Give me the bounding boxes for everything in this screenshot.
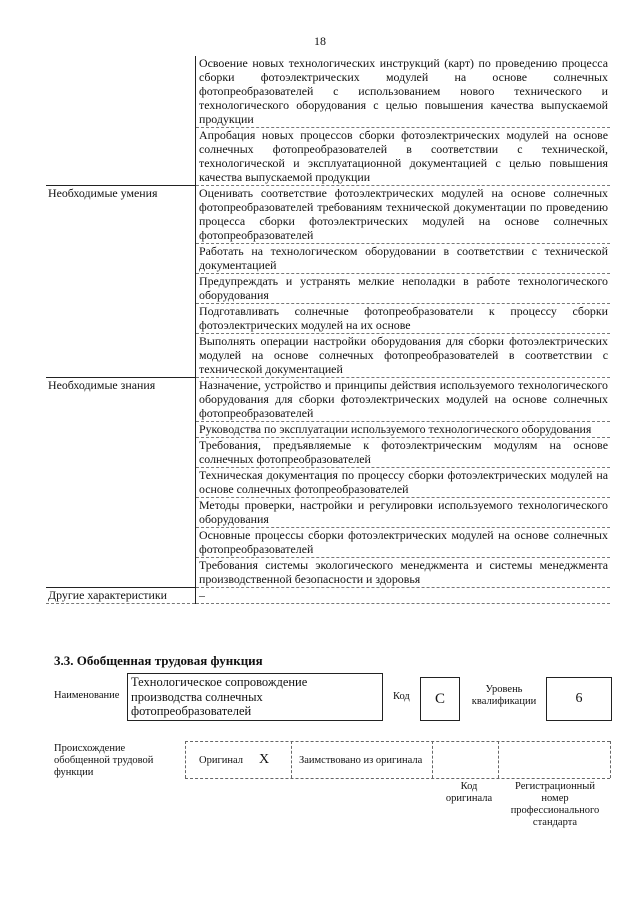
row-label	[46, 438, 196, 468]
table-row	[46, 186, 610, 244]
row-label	[46, 498, 196, 528]
table-row	[46, 378, 610, 422]
row-text: Апробация новых процессов сборки фотоэлектрических модулей на основе солнечных фотопреобразователей в соответствии с технической, технологической и эксплуатационной документацией с целью повышения качества выпускаемой продукции	[196, 128, 611, 186]
row-text: Назначение, устройство и принципы действия используемого технологического оборудования для сборки фотоэлектрических модулей на основе солнечных фотопреобразователей	[196, 378, 611, 422]
code-original-label: Код оригинала	[445, 781, 493, 804]
table-row	[46, 274, 610, 304]
row-label: Необходимые знания	[46, 378, 196, 422]
row-text: Выполнять операции настройки оборудования для сборки фотоэлектрических модулей на основе солнечных фотопреобразователей в соответствии с технической документацией	[196, 334, 611, 378]
origin-label: Происхождение обобщенной трудовой функции	[54, 743, 154, 778]
row-label	[46, 468, 196, 498]
table-row	[46, 558, 610, 588]
code-value: С	[420, 677, 460, 721]
row-text: Методы проверки, настройки и регулировки используемого технологического оборудования	[196, 498, 611, 528]
row-text: Требования системы экологического менеджмента и системы менеджмента производственной безопасности и здоровья	[196, 558, 611, 588]
row-text: Подготавливать солнечные фотопреобразователи к процессу сборки фотоэлектрических модулей на их основе	[196, 304, 611, 334]
row-label: Необходимые умения	[46, 186, 196, 244]
reg-number-label: Регистрационный номер профессионального стандарта	[510, 781, 600, 828]
row-text: Работать на технологическом оборудовании в соответствии с технической документацией	[196, 244, 611, 274]
table-row	[46, 498, 610, 528]
row-text: Оценивать соответствие фотоэлектрических модулей на основе солнечных фотопреобразователей требованиям технической документации по проведению процесса сборки фотоэлектрических модулей на основе солнечных фотопреобразователей	[196, 186, 611, 244]
row-text: Освоение новых технологических инструкций (карт) по проведению процесса сборки фотоэлектрических модулей на основе солнечных фотопреобразователей с использованием нового технического и технологического оборудования с целью повышения качества выпускаемой продукции	[199, 56, 608, 126]
table-row	[46, 304, 610, 334]
row-label	[46, 128, 196, 186]
row-label	[46, 334, 196, 378]
table-row	[46, 334, 610, 378]
table-row	[46, 56, 610, 128]
name-value: Технологическое сопровождение производства солнечных фотопреобразователей	[131, 675, 308, 718]
table-row	[46, 588, 610, 604]
row-label	[46, 558, 196, 588]
row-text: Основные процессы сборки фотоэлектрических модулей на основе солнечных фотопреобразователей	[196, 528, 611, 558]
row-text: Требования, предъявляемые к фотоэлектрическим модулям на основе солнечных фотопреобразователей	[196, 438, 611, 468]
row-label: Другие характеристики	[46, 588, 196, 604]
requirements-table	[46, 56, 610, 604]
row-text: –	[196, 588, 611, 604]
original-mark: Х	[259, 752, 270, 767]
row-label	[46, 56, 196, 128]
page-number: 18	[314, 34, 326, 48]
row-label	[46, 244, 196, 274]
table-row	[46, 468, 610, 498]
row-text: Техническая документация по процессу сборки фотоэлектрических модулей на основе солнечных фотопреобразователей	[196, 468, 611, 498]
table-row	[46, 128, 610, 186]
table-row	[46, 244, 610, 274]
original-label: Оригинал	[199, 755, 243, 766]
table-row	[46, 438, 610, 468]
row-label	[46, 274, 196, 304]
table-row	[46, 422, 610, 438]
level-label: Уровень квалификации	[471, 684, 537, 707]
row-text: Предупреждать и устранять мелкие неполадки в работе технологического оборудования	[196, 274, 611, 304]
borrowed-label: Заимствовано из оригинала	[299, 755, 423, 766]
code-label: Код	[393, 691, 410, 702]
row-label	[46, 528, 196, 558]
section-title: 3.3. Обобщенная трудовая функция	[54, 653, 263, 668]
row-label	[46, 304, 196, 334]
row-label	[46, 422, 196, 438]
name-label: Наименование	[54, 690, 120, 701]
table-row	[46, 528, 610, 558]
level-value: 6	[546, 677, 612, 721]
row-text: Руководства по эксплуатации используемого технологического оборудования	[196, 422, 611, 438]
